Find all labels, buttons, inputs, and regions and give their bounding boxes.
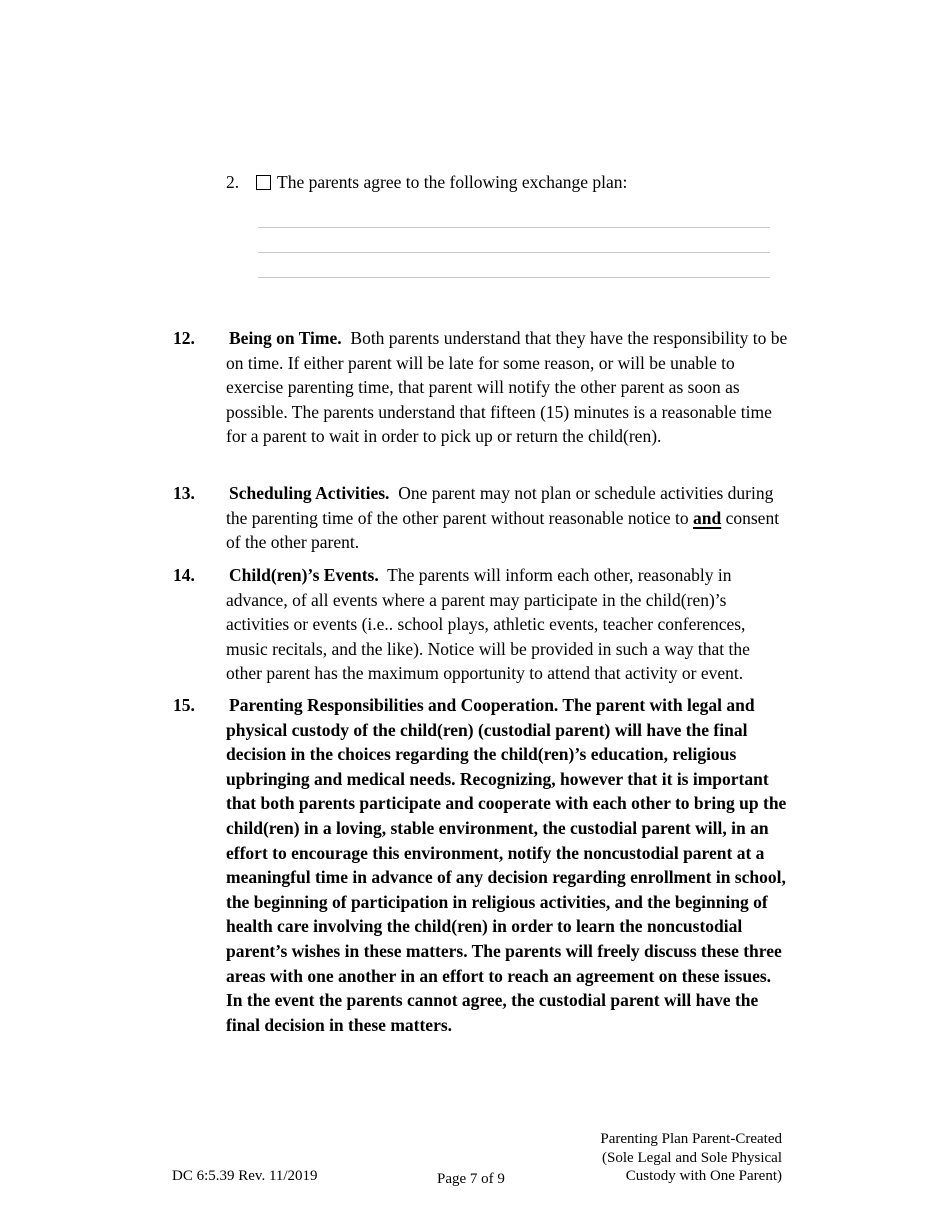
- paragraph-title: Child(ren)’s Events.: [229, 565, 379, 585]
- exchange-plan-line-2[interactable]: [258, 252, 770, 253]
- exchange-plan-checkbox[interactable]: [256, 175, 271, 190]
- paragraph-text: [226, 563, 788, 686]
- paragraph-body: The parent with legal and physical custody of the child(ren) (custodial parent) will have the final decision in the choices regarding the child(ren)’s education, religious upbringing and medical needs. Recognizing, however that it is important that both parents participate and cooperate with each other to bring up the child(ren) in a loving, stable environment, the custodial parent will, in an effort to encourage this environment, notify the noncustodial parent at a meaningful time in advance of any decision regarding enrollment in school, the beginning of participation in religious activities, and the beginning of health care involving the child(ren) in order to learn the noncustodial parent’s wishes in these matters. The parents will freely discuss these three areas with one another in an effort to reach an agreement on these issues. In the event the parents cannot agree, the custodial parent will have the final decision in these matters.: [226, 695, 787, 1035]
- paragraph-title: Parenting Responsibilities and Cooperation.: [229, 695, 559, 715]
- paragraph-body-end: consent of the other parent.: [226, 507, 780, 553]
- paragraph-number: 13.: [173, 483, 195, 503]
- paragraph-number: 14.: [173, 565, 195, 585]
- page-number: Page 7 of 9: [437, 1171, 505, 1187]
- paragraph-body: The parents will inform each other, reasonably in advance, of all events where a parent may participate in the child(ren)’s activities or events (i.e.. school plays, athletic events, teacher conferences, music recitals, and the like). Notice will be provided in such a way that the other parent has the maximum opportunity to attend that activity or event.: [226, 565, 750, 684]
- paragraph-body: One parent may not plan or schedule activities during the parenting time of the other parent without reasonable notice to: [226, 483, 774, 528]
- emphasis-and: and: [693, 507, 722, 528]
- form-title: [600, 1130, 782, 1186]
- paragraph-number: 15.: [173, 695, 195, 715]
- paragraph-body: Both parents understand that they have the responsibility to be on time. If either parent will be late for some reason, or will be unable to exercise parenting time, that parent will notify the other parent as soon as possible. The parents understand that fifteen (15) minutes is a reasonable time for a parent to wait in order to pick up or return the child(ren).: [226, 328, 788, 447]
- form-title-line: Parenting Plan Parent-Created: [600, 1131, 782, 1147]
- paragraph-number: 12.: [173, 328, 195, 348]
- paragraph-text: [226, 481, 788, 555]
- form-title-line: (Sole Legal and Sole Physical: [602, 1149, 782, 1166]
- exchange-plan-line-1[interactable]: [258, 227, 770, 228]
- option-label: The parents agree to the following exchange plan:: [277, 172, 628, 192]
- form-number: DC 6:5.39 Rev. 11/2019: [172, 1168, 318, 1184]
- exchange-plan-line-3[interactable]: [258, 277, 770, 278]
- exchange-plan-option: [226, 170, 627, 194]
- option-number: 2.: [226, 172, 240, 192]
- paragraph-title: Scheduling Activities.: [229, 483, 390, 503]
- form-title-line: Custody with One Parent): [625, 1168, 782, 1184]
- paragraph-text: [226, 693, 788, 1037]
- paragraph-text: [226, 326, 788, 449]
- paragraph-title: Being on Time.: [229, 328, 342, 348]
